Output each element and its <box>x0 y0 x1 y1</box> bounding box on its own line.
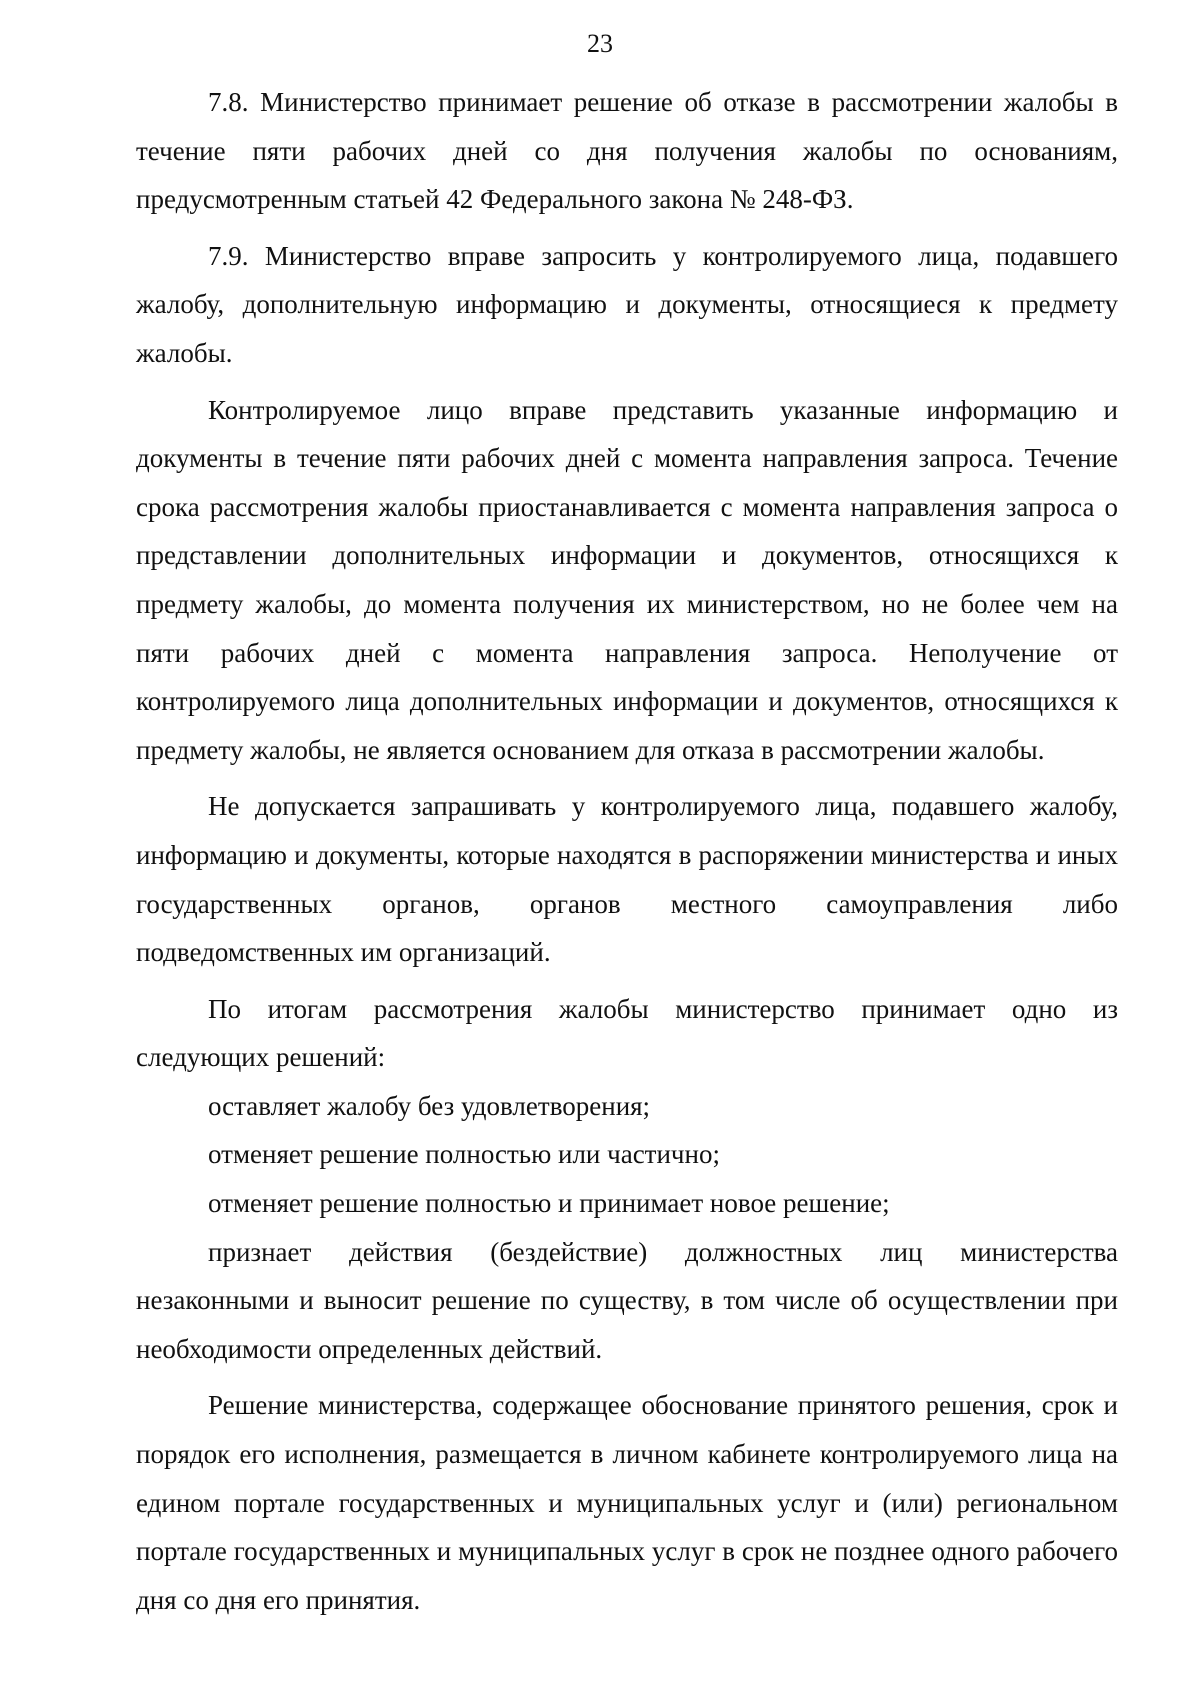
paragraph-decision-publication: Решение министерства, содержащее обоснование принятого решения, срок и порядок его исполнения, размещается в личном кабинете контролируемого лица на едином портале государственных и муниципальных услуг и (или) региональном портале государственных и муниципальных услуг в срок не позднее одного рабочего дня со дня его принятия. <box>136 1390 1118 1615</box>
paragraph-information-request: Контролируемое лицо вправе представить указанные информацию и документы в течение пяти рабочих дней с момента направления запроса. Течение срока рассмотрения жалобы приостанавливается с момента направления запроса о представлении дополнительных информации и документов, относящихся к предмету жалобы, до момента получения их министерством, но не более чем на пяти рабочих дней с момента направления запроса. Неполучение от контролируемого лица дополнительных информации и документов, относящихся к предмету жалобы, не является основанием для отказа в рассмотрении жалобы. <box>136 394 1118 765</box>
decision-item: отменяет решение полностью и принимает новое решение; <box>208 1188 890 1219</box>
decision-item: признает действия (бездействие) должностных лиц министерства незаконными и выносит решение по существу, в том числе об осуществлении при необходимости определенных действий. <box>136 1236 1118 1364</box>
paragraph-decision-options: По итогам рассмотрения жалобы министерство принимает одно из следующих решений: <box>136 993 1118 1073</box>
paragraph-7-8: 7.8. Министерство принимает решение об отказе в рассмотрении жалобы в течение пяти рабочих дней со дня получения жалобы по основаниям, предусмотренным статьей 42 Федерального закона № 248-ФЗ. <box>136 87 1118 215</box>
paragraph-7-9: 7.9. Министерство вправе запросить у контролируемого лица, подавшего жалобу, дополнительную информацию и документы, относящиеся к предмету жалобы. <box>136 240 1118 368</box>
paragraph-prohibition: Не допускается запрашивать у контролируемого лица, подавшего жалобу, информацию и документы, которые находятся в распоряжении министерства и иных государственных органов, органов местного самоуправления либо подведомственных им организаций. <box>136 791 1118 968</box>
decision-item: оставляет жалобу без удовлетворения; <box>208 1090 651 1121</box>
document-body <box>136 78 1118 1624</box>
page-number: 23 <box>587 29 613 58</box>
decision-item: отменяет решение полностью или частично; <box>208 1139 720 1170</box>
